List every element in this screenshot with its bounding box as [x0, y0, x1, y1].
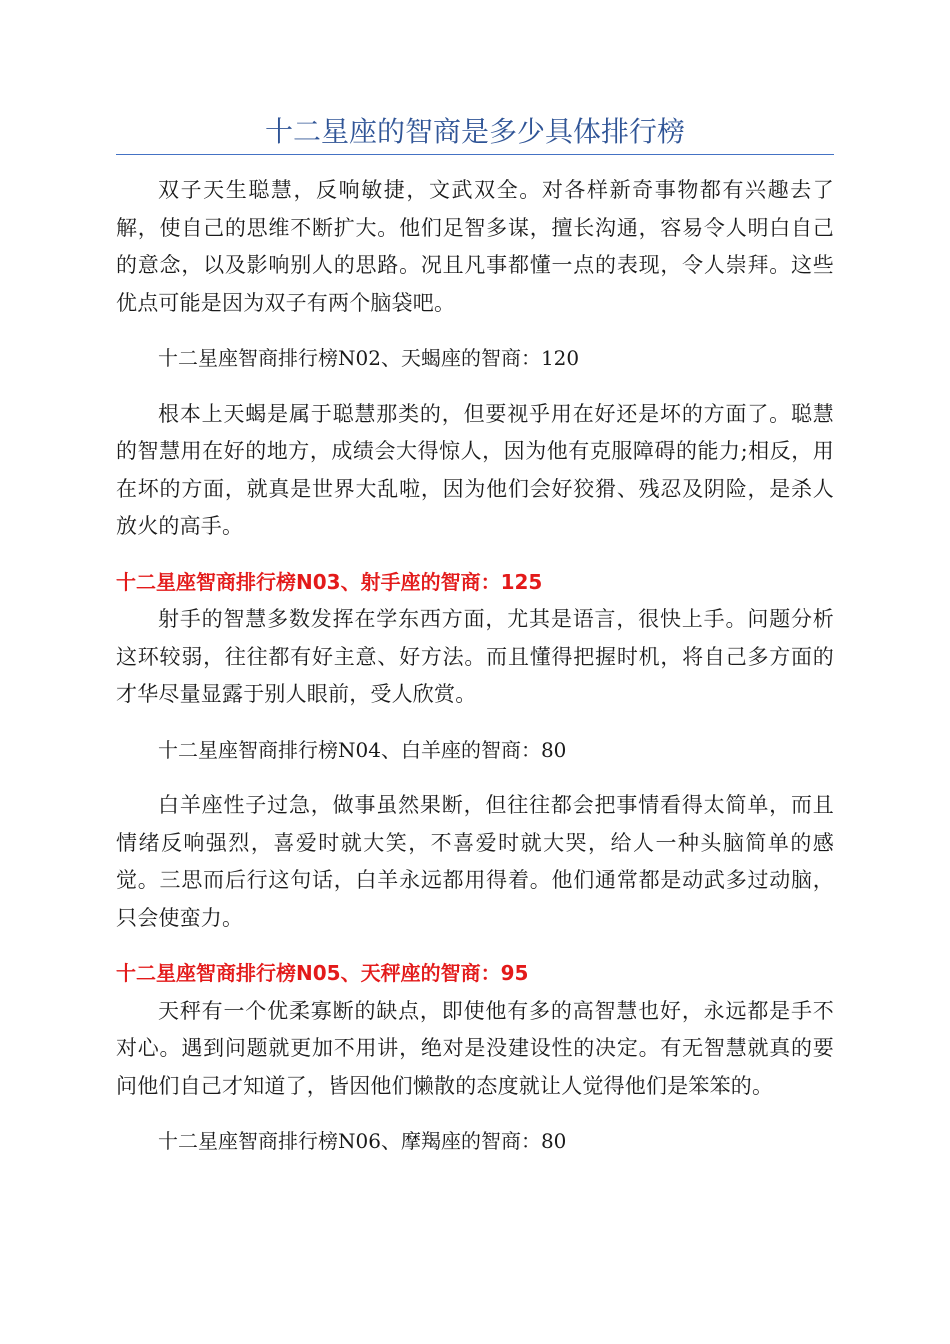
ranking-heading-no6: 十二星座智商排行榜N06、摩羯座的智商：80	[158, 1129, 567, 1153]
paragraph-sagittarius: 射手的智慧多数发挥在学东西方面，尤其是语言，很快上手。问题分析这环较弱，往往都有好主意、好方法。而且懂得把握时机，将自己多方面的才华尽量显露于别人眼前，受人欣赏。	[116, 607, 834, 706]
ranking-heading-no2: 十二星座智商排行榜N02、天蝎座的智商：120	[158, 346, 580, 370]
document-title: 十二星座的智商是多少具体排行榜	[264, 115, 685, 148]
document-body	[116, 172, 834, 1179]
ranking-heading-no5: 十二星座智商排行榜N05、天秤座的智商：95	[116, 961, 529, 985]
title-underline	[116, 154, 834, 155]
paragraph-scorpio: 根本上天蝎是属于聪慧那类的，但要视乎用在好还是坏的方面了。聪慧的智慧用在好的地方，成绩会大得惊人，因为他有克服障碍的能力;相反，用在坏的方面，就真是世界大乱啦，因为他们会好狡猾、残忍及阴险，是杀人放火的高手。	[116, 401, 834, 538]
paragraph-aries: 白羊座性子过急，做事虽然果断，但往往都会把事情看得太简单，而且情绪反响强烈，喜爱时就大笑，不喜爱时就大哭，给人一种头脑简单的感觉。三思而后行这句话，白羊永远都用得着。他们通常都是动武多过动脑，只会使蛮力。	[116, 793, 834, 930]
paragraph-libra: 天秤有一个优柔寡断的缺点，即使他有多的高智慧也好，永远都是手不对心。遇到问题就更加不用讲，绝对是没建设性的决定。有无智慧就真的要问他们自己才知道了，皆因他们懒散的态度就让人觉得他们是笨笨的。	[116, 998, 834, 1098]
paragraph-gemini: 双子天生聪慧，反响敏捷，文武双全。对各样新奇事物都有兴趣去了解，使自己的思维不断扩大。他们足智多谋，擅长沟通，容易令人明白自己的意念，以及影响别人的思路。况且凡事都懂一点的表现，令人崇拜。这些优点可能是因为双子有两个脑袋吧。	[116, 178, 834, 315]
ranking-heading-no4: 十二星座智商排行榜N04、白羊座的智商：80	[158, 737, 567, 762]
ranking-heading-no3: 十二星座智商排行榜N03、射手座的智商：125	[116, 569, 543, 594]
